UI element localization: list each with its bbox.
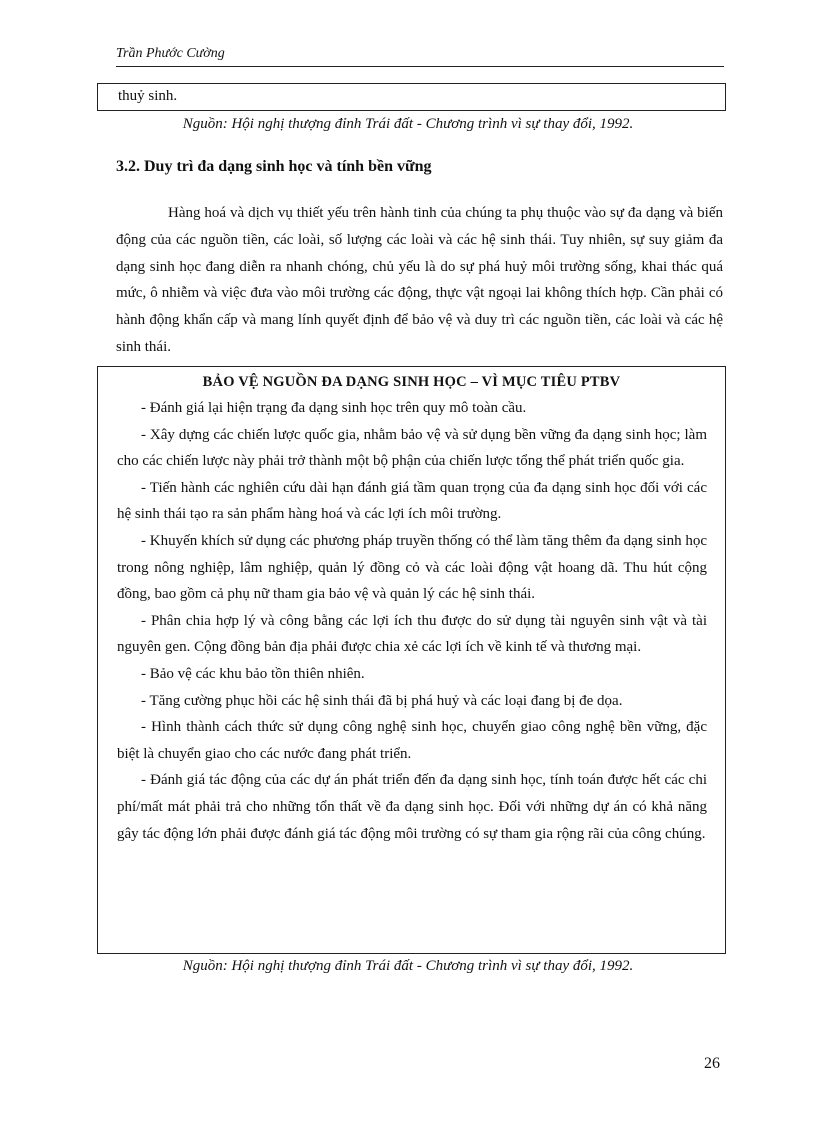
list-item: - Tăng cường phục hồi các hệ sinh thái đã bị phá huỷ và các loại đang bị đe dọa. xyxy=(141,692,623,709)
source-caption-1: Nguồn: Hội nghị thượng đỉnh Trái đất - Chương trình vì sự thay đổi, 1992. xyxy=(182,116,634,132)
list-item: - Đánh giá tác động của các dự án phát triển đến đa dạng sinh học, tính toán được hết các chi phí/mất mát phải trả cho những tổn thất về đa dạng sinh học. Đối với những dự án có khả năng gây tác động lớn phải được đánh giá tác động môi trường có sự tham gia rộng rãi của công chúng. xyxy=(117,772,707,842)
continued-box xyxy=(97,83,726,111)
list-item: - Hình thành cách thức sử dụng công nghệ sinh học, chuyển giao công nghệ bền vững, đặc biệt là chuyển giao cho các nước đang phát triển. xyxy=(117,719,707,762)
list-item: - Phân chia hợp lý và công bằng các lợi ích thu được do sử dụng tài nguyên sinh vật và tài nguyên gen. Cộng đồng bản địa phải được chia xẻ các lợi ích về kinh tế và thương mại. xyxy=(117,612,707,656)
box-title: BẢO VỆ NGUỒN ĐA DẠNG SINH HỌC – VÌ MỤC TIÊU PTBV xyxy=(202,374,621,390)
list-item: - Bảo vệ các khu bảo tồn thiên nhiên. xyxy=(141,665,365,682)
list-item: - Đánh giá lại hiện trạng đa dạng sinh học trên quy mô toàn cầu. xyxy=(141,400,527,416)
list-item: - Tiến hành các nghiên cứu dài hạn đánh giá tầm quan trọng của đa dạng sinh học đối với các hệ sinh thái tạo ra sản phẩm hàng hoá và các lợi ích môi trường. xyxy=(117,479,707,523)
source-caption-2: Nguồn: Hội nghị thượng đỉnh Trái đất - Chương trình vì sự thay đổi, 1992. xyxy=(182,958,634,974)
header-rule xyxy=(116,66,724,67)
biodiversity-box xyxy=(97,366,726,954)
body-paragraph: Hàng hoá và dịch vụ thiết yếu trên hành tinh của chúng ta phụ thuộc vào sự đa dạng và biến động của các nguồn tiền, các loài, số lượng các loài và các hệ sinh thái. Tuy nhiên, sự suy giảm đa dạng sinh học đang diễn ra nhanh chóng, chủ yếu là do sự phá huỷ môi trường sống, khai thác quá mức, ô nhiễm và việc đưa vào môi trường các động, thực vật ngoại lai không thích hợp. Cần phải có hành động khẩn cấp và mang lính quyết định để bảo vệ và duy trì các nguồn tiền, các loài và các hệ sinh thái. xyxy=(116,205,723,355)
list-item: - Xây dựng các chiến lược quốc gia, nhằm bảo vệ và sử dụng bền vững đa dạng sinh học; làm cho các chiến lược này phải trở thành một bộ phận của chiến lược tổng thể phát triển quốc gia. xyxy=(117,426,707,470)
box-list xyxy=(117,395,707,847)
continued-box-text: thuỷ sinh. xyxy=(118,88,178,104)
list-item: - Khuyến khích sử dụng các phương pháp truyền thống có thể làm tăng thêm đa dạng sinh học trong nông nghiệp, lâm nghiệp, quản lý đồng cỏ và các loài động vật hoang dã. Thu hút cộng đồng, bao gồm cả phụ nữ tham gia bảo vệ và quản lý các hệ sinh thái. xyxy=(117,532,707,603)
running-header-author: Trần Phước Cường xyxy=(116,46,225,61)
section-heading: 3.2. Duy trì đa dạng sinh học và tính bền vững xyxy=(116,158,432,175)
page-number: 26 xyxy=(704,1055,720,1072)
